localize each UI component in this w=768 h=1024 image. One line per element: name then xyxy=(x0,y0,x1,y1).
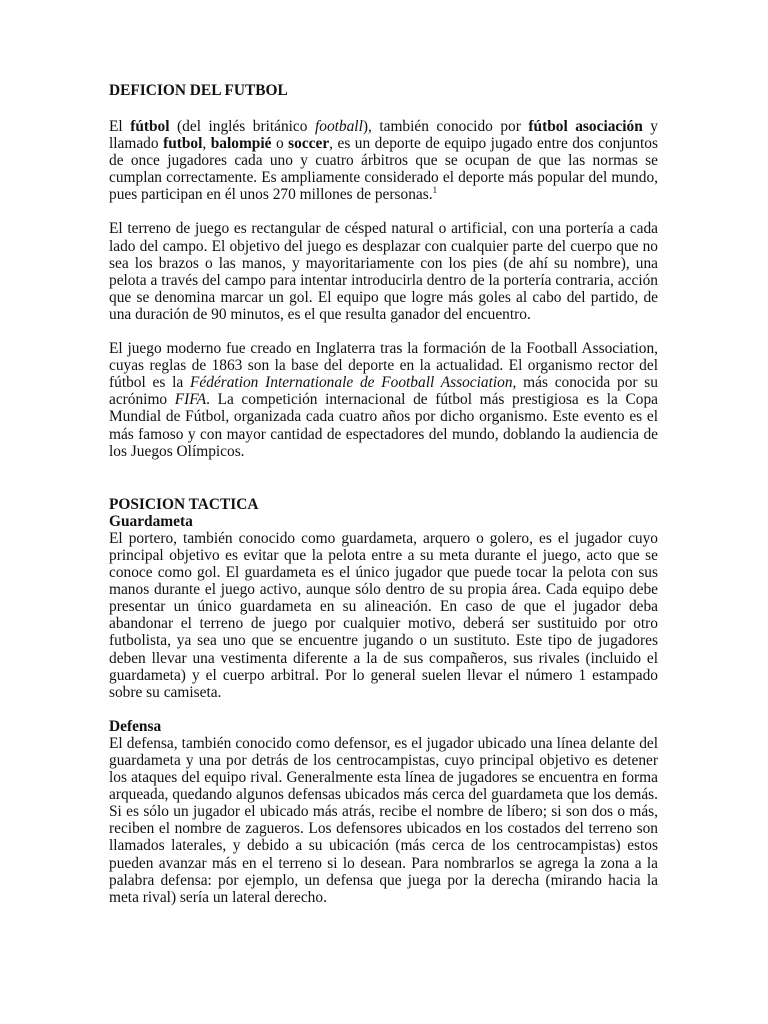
text-run: y llamado xyxy=(109,118,659,153)
section-heading: POSICION TACTICA xyxy=(109,495,259,513)
bold-term: futbol xyxy=(163,135,203,153)
goalkeeper-paragraph: El portero, también conocido como guardameta, arquero o golero, es el jugador cuyo principal objetivo es evitar que la pelota entre a su meta durante el juego, acto que se conoce como gol. El guardameta es el único jugador que puede tocar la pelota con sus manos durante el juego activo, aunque sólo dentro de su propia área. Cada equipo debe presentar un único guardameta en su alineación. En caso de que el jugador deba abandonar el terreno de juego por cualquier motivo, deberá ser sustituido por otro futbolista, ya sea uno que se encuentre jugando o un sustituto. Este tipo de jugadores deben llevar una vestimenta diferente a la de sus compañeros, sus rivales (incluido el guardameta) y el cuerpo arbitral. Por lo general suelen llevar el número 1 estampado sobre su camiseta. xyxy=(109,529,658,701)
text-run: , xyxy=(202,135,211,153)
bold-term: fútbol asociación xyxy=(528,118,643,135)
footnote-marker: 1 xyxy=(432,185,438,196)
text-run: El xyxy=(109,118,131,135)
text-run: El juego moderno fue creado en Inglaterra tras la formación de la Football Association, cuyas reglas de 1863 son la base del deporte en la actualidad. El organismo rector del fútbol es la xyxy=(109,340,658,392)
document-page xyxy=(109,82,658,906)
document-title: DEFICION DEL FUTBOL xyxy=(109,82,288,99)
intro-paragraph-3 xyxy=(109,340,658,460)
text-run: (del inglés británico xyxy=(169,118,315,135)
text-run: ), también conocido por xyxy=(362,118,529,135)
bold-term: fútbol xyxy=(130,118,170,135)
italic-term: football xyxy=(314,118,363,135)
bold-term: balompié xyxy=(210,135,272,153)
text-run: , es un deporte de equipo jugado entre dos conjuntos de once jugadores cada uno y cuatro árbitros que se ocupan de que las normas se cumplan correctamente. Es ampliamente considerado el deporte más popular del mundo, pues participan en él unos 270 millones de personas. xyxy=(109,135,658,204)
italic-term: Fédération Internationale de Football Association xyxy=(189,374,513,392)
defense-paragraph: El defensa, también conocido como defensor, es el jugador ubicado una línea delante del guardameta y una por detrás de los centrocampistas, cuyo principal objetivo es detener los ataques del equipo rival. Generalmente esta línea de jugadores se encuentra en forma arqueada, quedando algunos defensas ubicados más cerca del guardameta que los demás. Si es sólo un jugador el ubicado más atrás, recibe el nombre de líbero; si son dos o más, reciben el nombre de zagueros. Los defensores ubicados en los costados del terreno son llamados laterales, y debido a su ubicación (más cerca de los centrocampistas) estos pueden avanzar más en el terreno si lo desean. Para nombrarlos se agrega la zona a la palabra defensa: por ejemplo, un defensa que juega por la derecha (mirando hacia la meta rival) sería un lateral derecho. xyxy=(109,734,658,906)
text-run: , más conocida por su acrónimo xyxy=(109,374,658,409)
subsection-heading-defense: Defensa xyxy=(109,717,162,735)
bold-term: soccer xyxy=(288,135,330,153)
intro-paragraph-1 xyxy=(109,118,658,203)
text-run: . La competición internacional de fútbol más prestigiosa es la Copa Mundial de Fútbol, organizada cada cuatro años por dicho organismo. Este evento es el más famoso y con mayor cantidad de espectadores del mundo, doblando la audiencia de los Juegos Olímpicos. xyxy=(109,391,658,460)
subsection-heading-goalkeeper: Guardameta xyxy=(109,512,193,530)
text-run: o xyxy=(271,135,289,153)
intro-paragraph-2: El terreno de juego es rectangular de césped natural o artificial, con una portería a cada lado del campo. El objetivo del juego es desplazar con cualquier parte del cuerpo que no sea los brazos o las manos, y mayoritariamente con los pies (de ahí su nombre), una pelota a través del campo para intentar introducirla dentro de la portería contraria, acción que se denomina marcar un gol. El equipo que logre más goles al cabo del partido, de una duración de 90 minutos, es el que resulta ganador del encuentro. xyxy=(109,220,658,323)
italic-term: FIFA xyxy=(174,391,207,409)
